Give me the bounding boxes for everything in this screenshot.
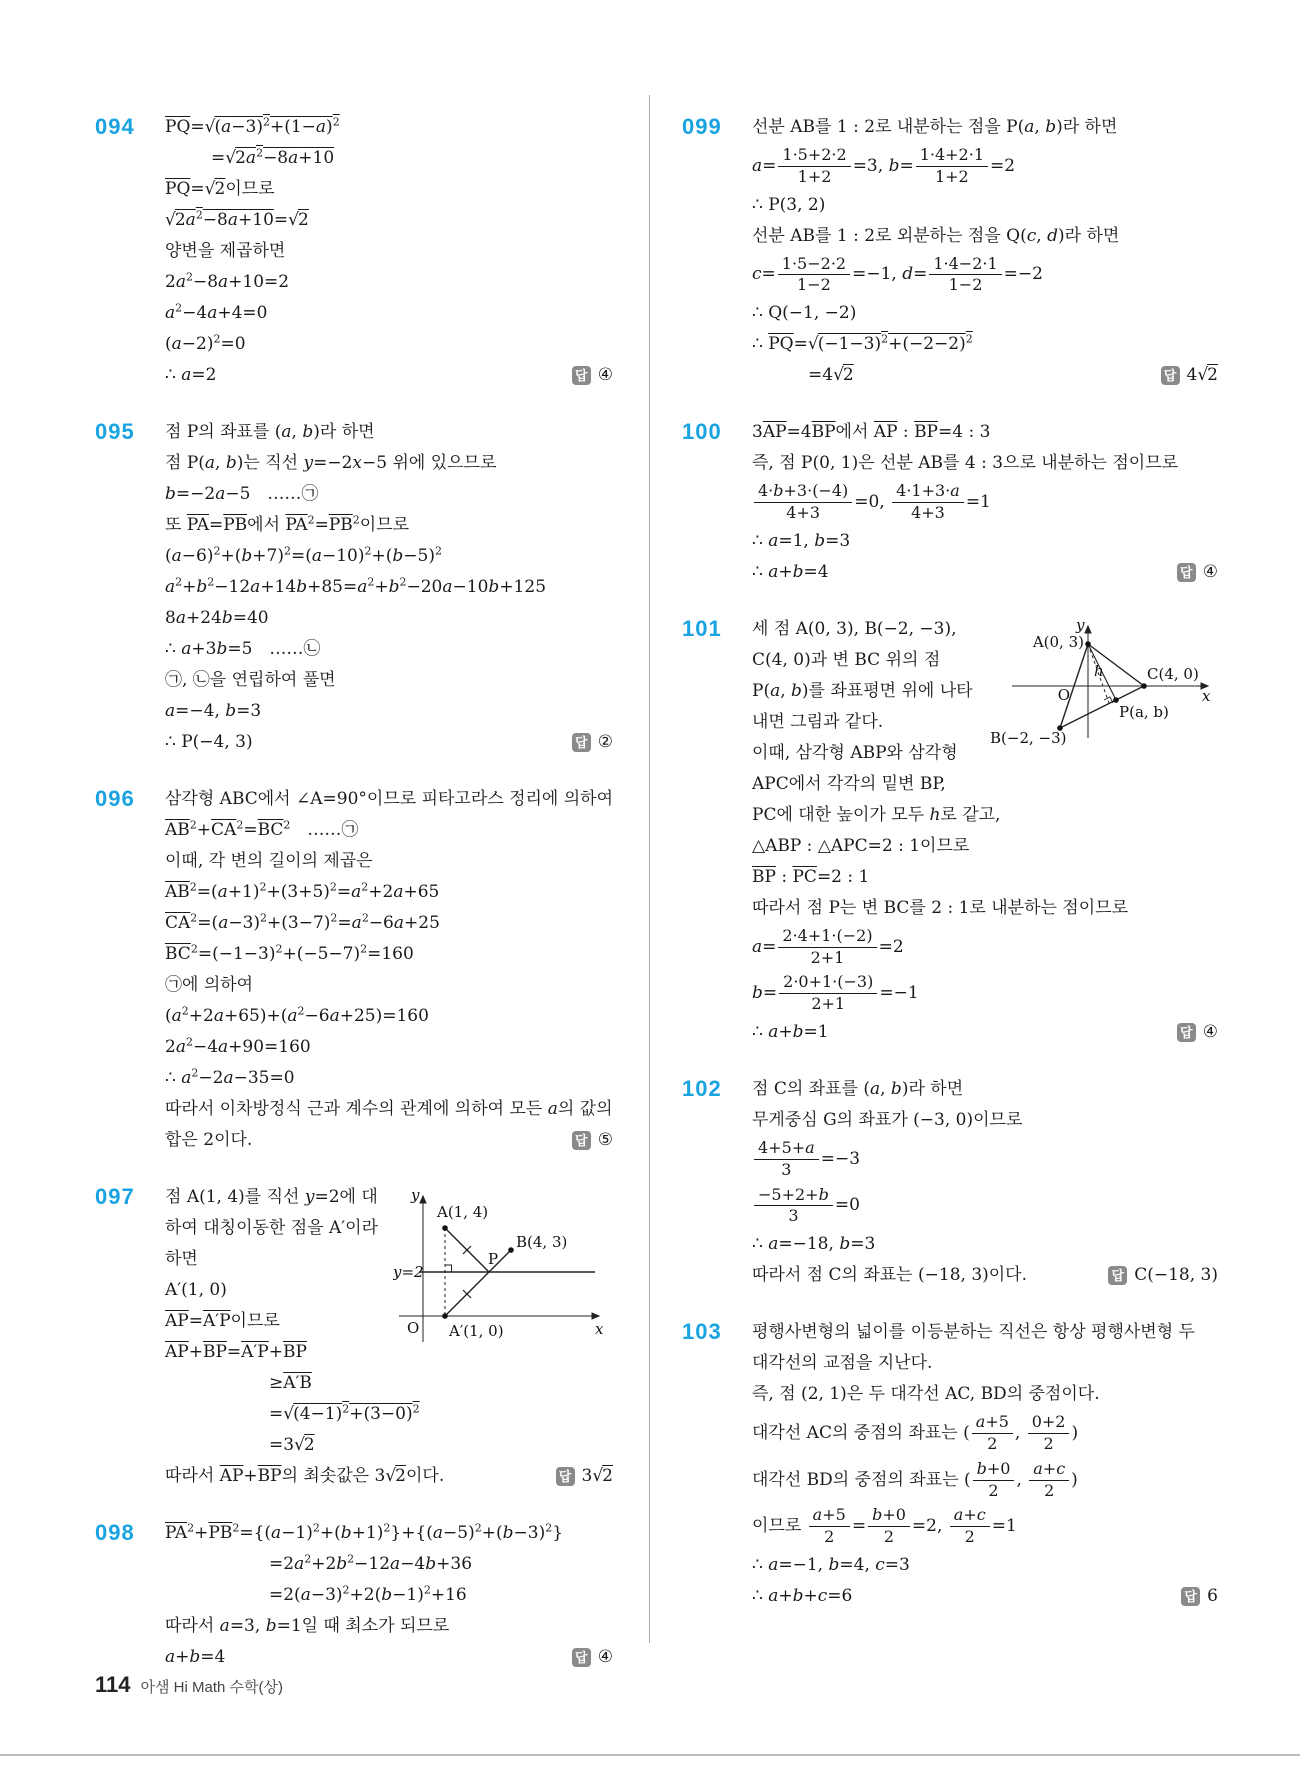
answer: [1177, 557, 1218, 588]
problem-number: 095: [95, 419, 135, 444]
math-text: 즉, 점 P(0, 1)은 선분 AB를 4 : 3으로 내분하는 점이므로: [752, 453, 1179, 474]
problem-number: 097: [95, 1184, 135, 1209]
y-axis-label: y: [1076, 615, 1085, 634]
problem-number: 098: [95, 1520, 135, 1545]
answer-value: 3√2: [581, 1466, 613, 1486]
math-text: 세 점 A(0, 3), B(−2, −3),: [752, 618, 957, 639]
book-title: 아샘 Hi Math 수학(상): [140, 1679, 283, 1696]
answer: [572, 1125, 613, 1156]
math-text: a= $\frac{2\cdot 4+1\cdot(-2)}{2+1}$ =2: [752, 925, 904, 967]
problem-number: 096: [95, 786, 135, 811]
answer: [556, 1461, 614, 1492]
line-y2-label: y=2: [393, 1263, 424, 1281]
math-text: $\overline{PA}^2+\overline{PB}^2=\{(a-1)^2+(b+1)^2\}+\{(a-5)^2+(b-3)^2\}$: [165, 1521, 564, 1543]
solution-line: [165, 727, 613, 758]
answer-value: C(−18, 3): [1134, 1265, 1218, 1286]
math-text: △ABP : △APC=2 : 1이므로: [752, 835, 970, 856]
math-text: 따라서 점 P는 변 BC를 2 : 1로 내분하는 점이므로: [752, 897, 1128, 918]
solution-line: [752, 1229, 1218, 1260]
solution-line: [752, 924, 1218, 971]
math-text: $\overline{PQ}=√2$이므로: [165, 179, 275, 199]
answer-value: ④: [1202, 1021, 1218, 1042]
math-text: $=√(4-1)^2+(3-0)^2$: [269, 1402, 420, 1424]
math-text: 따라서 $\overline{AP}+\overline{BP}$의 최솟값은 3√2이다.: [165, 1466, 445, 1486]
problem-097: [95, 1182, 613, 1492]
math-text: $\overline{BP}$ : $\overline{PC}=2$ : 1: [752, 866, 870, 887]
solution-line: [752, 557, 1218, 588]
answer: [1108, 1260, 1218, 1291]
answer-value: ⑤: [597, 1130, 613, 1150]
answer-value: ②: [597, 732, 613, 752]
math-text: 이때, 삼각형 ABP와 삼각형: [752, 742, 958, 763]
math-text: $\overline{BC}^2=(-1-3)^2+(-5-7)^2=160$: [165, 942, 414, 964]
column-divider: [649, 95, 650, 1643]
solution-line: [752, 1183, 1218, 1230]
solution-line: [752, 1550, 1218, 1581]
solution-line: [752, 1503, 1218, 1550]
math-text: 무게중심 G의 좌표가 (−3, 0)이므로: [752, 1109, 1023, 1130]
math-text: ∴ $\overline{PQ}=√(-1-3)^2+(-2-2)^2$: [752, 332, 973, 355]
math-text: $\overline{AP}=A'P$이므로: [165, 1311, 280, 1331]
math-text: $\overline{AB}^2+\overline{CA}^2=\overline{BC}^2$ ……㉠: [165, 818, 359, 840]
solution-line: [165, 143, 613, 174]
solution-line: [165, 634, 613, 665]
solution-line: [165, 360, 613, 391]
solution-line: [752, 1136, 1218, 1183]
solution-line: [165, 1549, 613, 1580]
math-text: 하여 대칭이동한 점을 A′이라: [165, 1218, 378, 1238]
solution-line: [165, 696, 613, 727]
solution-line: [752, 1379, 1218, 1410]
problem-094: [95, 112, 613, 391]
solution-line: [165, 603, 613, 634]
point-c: [1141, 683, 1147, 689]
problem-number: 099: [682, 114, 722, 139]
problem-103: [682, 1317, 1218, 1612]
solution-line: [165, 1032, 613, 1063]
solution-line: [752, 1457, 1218, 1504]
answer-value: 6: [1207, 1585, 1218, 1606]
solution-line: [165, 479, 613, 510]
math-text: ∴ a=−18, b=3: [752, 1234, 876, 1255]
solution-line: [165, 510, 613, 541]
math-text: C(4, 0)과 변 BC 위의 점: [752, 649, 941, 670]
solution-line: [752, 479, 1218, 526]
problem-body: [752, 1074, 1218, 1291]
problem-number: 100: [682, 419, 722, 445]
math-text: APC에서 각각의 밑변 BP,: [752, 773, 946, 794]
answer-badge: 답: [572, 733, 591, 752]
y-axis-label: y: [411, 1186, 420, 1204]
math-text: 점 C의 좌표를 (a, b)라 하면: [752, 1078, 964, 1099]
solution-line: [752, 769, 1218, 800]
math-text: b=−2a−5 ……㉠: [165, 484, 319, 504]
solution-line: [165, 1399, 613, 1430]
solution-line: [165, 298, 613, 329]
math-text: $\frac{4+5+a}{3}$ =−3: [752, 1149, 860, 1169]
page-footer: [95, 1672, 283, 1698]
solution-line: [165, 939, 613, 970]
solution-line: [752, 1581, 1218, 1612]
solution-line: [752, 112, 1218, 143]
math-text: ∴ a=1, b=3: [752, 530, 851, 551]
solution-line: [752, 1260, 1218, 1291]
math-text: ∴ a+b+c=6: [752, 1585, 853, 1606]
math-text: 삼각형 ABC에서 ∠A=90°이므로 피타고라스 정리에 의하여: [165, 789, 614, 809]
answer-badge: 답: [556, 1467, 575, 1486]
math-text: 따라서 이차방정식 근과 계수의 관계에 의하여 모든 a의 값의: [165, 1099, 613, 1119]
math-text: ∴ a+b=1: [752, 1021, 829, 1042]
solution-line: [165, 846, 613, 877]
problem-body: [752, 112, 1218, 391]
math-text: 선분 AB를 1 : 2로 내분하는 점을 P(a, b)라 하면: [752, 117, 1118, 137]
math-text: 즉, 점 (2, 1)은 두 대각선 AC, BD의 중점이다.: [752, 1384, 1100, 1405]
answer-badge: 답: [1177, 1023, 1196, 1042]
answer: [572, 360, 613, 391]
point-a: [1085, 641, 1091, 647]
solution-line: [752, 417, 1218, 448]
math-text: 내면 그림과 같다.: [752, 711, 884, 732]
math-text: $\overline{CA}^2=(a-3)^2+(3-7)^2=a^2-6a+25$: [165, 911, 440, 933]
problem-number: 101: [682, 615, 722, 641]
answer-value: ④: [597, 1647, 613, 1667]
problem-101: [682, 614, 1218, 1048]
math-text: 선분 AB를 1 : 2로 외분하는 점을 Q(c, d)라 하면: [752, 225, 1120, 246]
solution-line: [752, 526, 1218, 557]
problem-body: [752, 1317, 1218, 1612]
solution-line: [752, 221, 1218, 252]
math-text: ∴ a=−1, b=4, c=3: [752, 1554, 910, 1575]
solution-line: [752, 360, 1218, 391]
math-text: ∴ Q(−1, −2): [752, 303, 857, 324]
solution-line: [752, 448, 1218, 479]
solution-line: [165, 877, 613, 908]
problem-body: [165, 112, 613, 391]
math-text: $a^2-4a+4=0$: [165, 301, 268, 323]
answer: [572, 727, 613, 758]
answer-badge: 답: [1177, 563, 1196, 582]
answer-value: ④: [597, 365, 613, 385]
origin-label: O: [407, 1319, 420, 1337]
solution-line: [165, 236, 613, 267]
math-text: $2a^2-4a+90=160$: [165, 1035, 311, 1057]
problem-body: [165, 1518, 613, 1673]
math-text: 대각선 AC의 중점의 좌표는 ( $\frac{a+5}{2}$ , $\frac{0+2}{2}$ ): [752, 1412, 1079, 1453]
solution-line: [165, 174, 613, 205]
solution-line: [165, 815, 613, 846]
math-text: 양변을 제곱하면: [165, 241, 286, 261]
left-column: [95, 112, 613, 1699]
point-c-label: C(4, 0): [1147, 664, 1199, 683]
math-text: $\frac{4\cdot b+3\cdot(-4)}{4+3}$ =0, $\frac{4\cdot 1+3\cdot a}{4+3}$ =1: [752, 492, 991, 512]
point-b: [508, 1247, 514, 1253]
solution-line: [752, 1317, 1218, 1348]
math-text: A′(1, 0): [165, 1280, 227, 1300]
answer-badge: 답: [572, 366, 591, 385]
answer-badge: 답: [1161, 366, 1180, 385]
solution-line: [165, 1125, 613, 1156]
diagram-triangle-division: [928, 616, 1218, 754]
problem-body: [752, 417, 1218, 588]
problem-098: [95, 1518, 613, 1673]
answer-badge: 답: [1108, 1266, 1127, 1285]
math-text: ㉠에 의하여: [165, 975, 254, 995]
math-text: =4√2: [808, 365, 854, 386]
solution-line: [165, 1094, 613, 1125]
solution-line: [165, 1461, 613, 1492]
math-text: $2a^2-8a+10=2$: [165, 270, 290, 292]
right-column: [682, 112, 1218, 1638]
page-number: 114: [95, 1672, 131, 1697]
math-text: P(a, b)를 좌표평면 위에 나타: [752, 680, 973, 701]
math-text: ∴ P(3, 2): [752, 194, 826, 215]
solution-line: [165, 1430, 613, 1461]
answer: [1181, 1581, 1218, 1612]
math-text: ∴ a=2: [165, 365, 217, 385]
x-axis-label: x: [595, 1320, 604, 1338]
solution-line: [752, 1410, 1218, 1457]
math-text: a= $\frac{1\cdot 5+2\cdot 2}{1+2}$ =3, b= $\frac{1\cdot 4+2\cdot 1}{1+2}$ =2: [752, 145, 1016, 186]
math-text: 점 P의 좌표를 (a, b)라 하면: [165, 422, 375, 442]
problem-099: [682, 112, 1218, 391]
solution-line: [752, 190, 1218, 221]
math-text: $√2a^2-8a+10=√2$: [165, 208, 309, 230]
point-p-label: P: [488, 1250, 499, 1268]
solution-line: [165, 417, 613, 448]
point-a-label: A(0, 3): [1032, 632, 1084, 651]
math-text: ∴ a+3b=5 ……㉡: [165, 639, 321, 659]
math-text: PC에 대한 높이가 모두 h로 같고,: [752, 804, 1001, 825]
math-text: a+b=4: [165, 1647, 226, 1667]
solution-line: [752, 143, 1218, 190]
solution-line: [165, 1063, 613, 1094]
solution-line: [165, 329, 613, 360]
solution-line: [752, 831, 1218, 862]
answer-value: ④: [1202, 561, 1218, 582]
answer-badge: 답: [572, 1648, 591, 1667]
math-text: 또 $\overline{PA}=\overline{PB}$에서 $\overline{PA}^2=\overline{PB}^2$이므로: [165, 513, 410, 535]
math-text: c= $\frac{1\cdot 5-2\cdot 2}{1-2}$ =−1, d= $\frac{1\cdot 4-2\cdot 1}{1-2}$ =−2: [752, 253, 1043, 295]
solution-line: [165, 784, 613, 815]
math-text: ≥A′B: [269, 1373, 312, 1393]
problem-102: [682, 1074, 1218, 1291]
math-text: 대각선의 교점을 지난다.: [752, 1353, 933, 1374]
solution-line: [165, 267, 613, 298]
math-text: $\overline{AB}^2=(a+1)^2+(3+5)^2=a^2+2a+65$: [165, 880, 440, 902]
math-text: $(a-2)^2=0$: [165, 332, 246, 354]
solution-line: [752, 329, 1218, 360]
solution-line: [165, 1611, 613, 1642]
problem-body: [165, 1182, 613, 1492]
solution-line: [752, 893, 1218, 924]
math-text: 따라서 점 C의 좌표는 (−18, 3)이다.: [752, 1265, 1028, 1286]
math-text: ∴ $a^2-2a-35=0$: [165, 1066, 295, 1088]
solution-line: [165, 541, 613, 572]
math-text: $=2(a-3)^2+2(b-1)^2+16$: [269, 1583, 467, 1605]
problem-body: [165, 417, 613, 758]
answer: [572, 1642, 613, 1673]
solution-line: [752, 970, 1218, 1017]
point-b-label: B(−2, −3): [990, 728, 1067, 747]
math-text: $3\overline{AP}=4\overline{BP}$에서 $\overline{AP}$ : $\overline{BP}=4$ : 3: [752, 422, 991, 443]
problem-096: [95, 784, 613, 1156]
point-a-prime: [442, 1313, 448, 1319]
math-text: 따라서 a=3, b=1일 때 최소가 되므로: [165, 1616, 450, 1636]
solution-line: [165, 1642, 613, 1673]
point-b-label: B(4, 3): [516, 1233, 568, 1251]
solution-line: [165, 1368, 613, 1399]
math-text: $(a^2+2a+65)+(a^2-6a+25)=160$: [165, 1004, 429, 1026]
answer: [1177, 1017, 1218, 1048]
problem-body: [752, 614, 1218, 1048]
page-bottom-rule: [0, 1754, 1300, 1756]
point-p: [1113, 697, 1119, 703]
problem-number: 102: [682, 1075, 722, 1101]
problem-number: 103: [682, 1319, 722, 1345]
math-text: $(a-6)^2+(b+7)^2=(a-10)^2+(b-5)^2$: [165, 544, 442, 566]
solution-line: [165, 1518, 613, 1549]
math-text: 8a+24b=40: [165, 608, 269, 628]
solution-line: [165, 1001, 613, 1032]
answer: [1161, 360, 1219, 391]
solution-line: [165, 1580, 613, 1611]
point-p-label: P(a, b): [1119, 702, 1169, 721]
solution-line: [752, 298, 1218, 329]
math-text: $\frac{-5+2+b}{3}$ =0: [752, 1195, 860, 1215]
math-text: 평행사변형의 넓이를 이등분하는 직선은 항상 평행사변형 두: [752, 1322, 1195, 1343]
problem-095: [95, 417, 613, 758]
solution-line: [752, 1074, 1218, 1105]
solution-line: [752, 1348, 1218, 1379]
answer-badge: 답: [572, 1131, 591, 1150]
math-text: $a^2+b^2-12a+14b+85=a^2+b^2-20a-10b+125$: [165, 575, 547, 597]
math-text: 대각선 BD의 중점의 좌표는 ( $\frac{b+0}{2}$ , $\frac{a+c}{2}$ ): [752, 1458, 1078, 1500]
math-text: 합은 2이다.: [165, 1130, 253, 1150]
problem-number: 094: [95, 114, 135, 139]
solution-line: [752, 252, 1218, 299]
answer-badge: 답: [1181, 1587, 1200, 1606]
point-a-prime-label: A′(1, 0): [449, 1322, 504, 1340]
math-text: =3√2: [269, 1435, 315, 1455]
math-text: $=√2a^2-8a+10$: [211, 146, 335, 168]
diagram-reflection-over-y2: [393, 1184, 613, 1354]
math-text: 하면: [165, 1249, 198, 1269]
math-text: 점 P(a, b)는 직선 y=−2x−5 위에 있으므로: [165, 453, 497, 473]
solution-line: [165, 908, 613, 939]
solution-line: [165, 665, 613, 696]
solution-line: [165, 572, 613, 603]
solution-line: [165, 970, 613, 1001]
point-a-label: A(1, 4): [437, 1203, 489, 1221]
answer-value: 4√2: [1186, 365, 1218, 386]
x-axis-label: x: [1202, 686, 1211, 705]
origin-label: O: [1057, 685, 1070, 704]
math-text: $\overline{PQ}=√(a-3)^2+(1-a)^2$: [165, 115, 340, 137]
solution-line: [165, 205, 613, 236]
problem-100: [682, 417, 1218, 588]
solution-line: [752, 862, 1218, 893]
math-text: 이므로 $\frac{a+5}{2}$ = $\frac{b+0}{2}$ =2, $\frac{a+c}{2}$ =1: [752, 1505, 1017, 1547]
solution-line: [752, 800, 1218, 831]
solution-line: [165, 112, 613, 143]
math-text: $=2a^2+2b^2-12a-4b+36$: [269, 1552, 473, 1574]
math-text: ㉠, ㉡을 연립하여 풀면: [165, 670, 336, 690]
point-a: [442, 1225, 448, 1231]
problem-body: [165, 784, 613, 1156]
math-text: ∴ P(−4, 3): [165, 732, 253, 752]
math-text: a=−4, b=3: [165, 701, 262, 721]
height-label: h: [1094, 661, 1104, 680]
solution-line: [752, 1105, 1218, 1136]
math-text: $\overline{AP}+\overline{BP}=A'P+\overline{BP}$: [165, 1342, 307, 1362]
math-text: 점 A(1, 4)를 직선 y=2에 대: [165, 1187, 378, 1207]
math-text: ∴ a+b=4: [752, 561, 829, 582]
solution-line: [165, 448, 613, 479]
math-text: 이때, 각 변의 길이의 제곱은: [165, 851, 373, 871]
solution-line: [752, 1017, 1218, 1048]
math-text: b= $\frac{2\cdot 0+1\cdot(-3)}{2+1}$ =−1: [752, 972, 919, 1014]
